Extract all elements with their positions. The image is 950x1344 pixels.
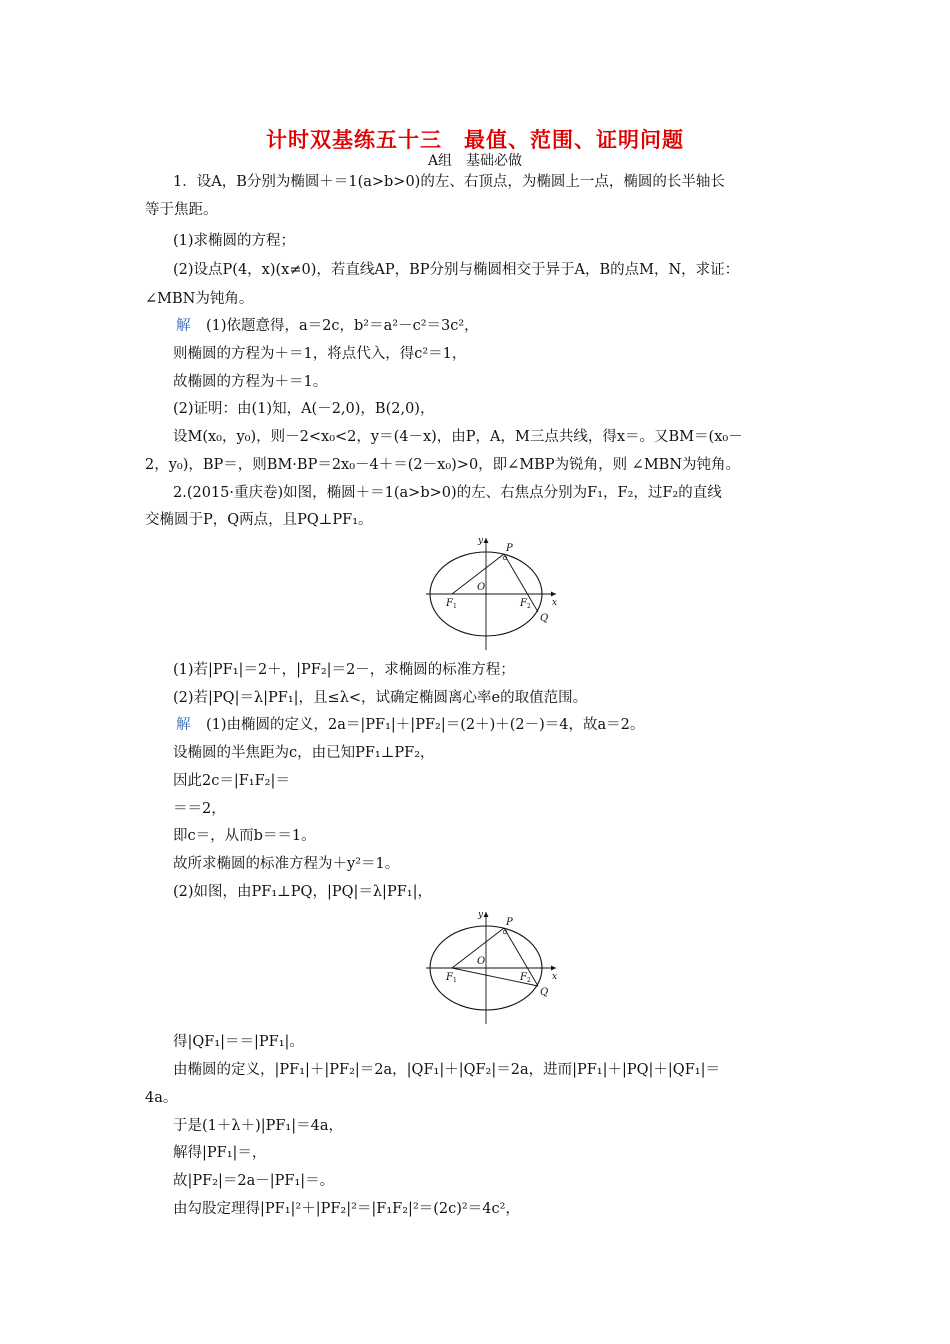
line-text: 由勾股定理得|PF₁|²＋|PF₂|²＝|F₁F₂|²＝(2c)²＝4c²， bbox=[173, 1201, 520, 1217]
label-x: x bbox=[552, 598, 558, 608]
x-arrow-icon bbox=[551, 592, 556, 597]
text-line bbox=[176, 715, 645, 735]
line-text: 于是(1＋λ＋)|PF₁|＝4a， bbox=[173, 1118, 343, 1134]
line-text: 因此2c＝|F₁F₂|＝ bbox=[173, 773, 290, 789]
y-arrow-icon bbox=[484, 538, 489, 543]
line-text: (2)证明：由(1)知，A(－2,0)，B(2,0)， bbox=[173, 401, 435, 417]
line-text: 4a。 bbox=[145, 1090, 178, 1106]
text-line bbox=[173, 771, 290, 791]
line-text: 由椭圆的定义，|PF₁|＋|PF₂|＝2a，|QF₁|＋|QF₂|＝2a，进而|PF₁|＋|PQ|＋|QF₁|＝ bbox=[173, 1062, 720, 1078]
line-text: ∠MBN为钝角。 bbox=[145, 291, 254, 307]
solution-marker: 解 bbox=[176, 318, 191, 334]
label-f2: F bbox=[520, 598, 527, 609]
line-text: (1)求椭圆的方程； bbox=[173, 233, 296, 249]
y-arrow-icon bbox=[484, 912, 489, 917]
line-text: 故所求椭圆的标准方程为＋y²＝1。 bbox=[173, 856, 400, 872]
x-arrow-icon bbox=[551, 966, 556, 971]
label-f1-sub: 1 bbox=[453, 603, 457, 610]
line-text: 等于焦距。 bbox=[145, 202, 218, 218]
text-line bbox=[145, 289, 253, 309]
label-f1: F bbox=[446, 972, 453, 983]
line-text: (2)如图，由PF₁⊥PQ，|PQ|＝λ|PF₁|， bbox=[173, 884, 432, 900]
text-line bbox=[173, 743, 435, 763]
section-subtitle: A组 基础必做 bbox=[427, 153, 523, 169]
line-text: 设椭圆的半焦距为c，由已知PF₁⊥PF₂， bbox=[173, 745, 435, 761]
text-line bbox=[145, 1088, 177, 1108]
line-text: 交椭圆于P，Q两点，且PQ⊥PF₁。 bbox=[145, 512, 373, 528]
line-text: (2)若|PQ|＝λ|PF₁|，且≤λ<，试确定椭圆离心率e的取值范围。 bbox=[173, 690, 588, 706]
text-line bbox=[145, 510, 373, 530]
label-origin: O bbox=[477, 956, 486, 967]
line-text: (1)若|PF₁|＝2＋，|PF₂|＝2－，求椭圆的标准方程； bbox=[173, 662, 515, 678]
label-y: y bbox=[478, 536, 484, 546]
figure-2 bbox=[424, 906, 564, 1026]
label-q: Q bbox=[540, 613, 549, 624]
text-line bbox=[173, 1060, 720, 1080]
figure-1 bbox=[424, 532, 564, 652]
text-line bbox=[173, 882, 432, 902]
text-line bbox=[173, 399, 434, 419]
text-line bbox=[173, 231, 295, 251]
text-line bbox=[173, 1032, 304, 1052]
label-f2: F bbox=[520, 972, 527, 983]
text-line bbox=[173, 260, 739, 280]
label-f1-sub: 1 bbox=[453, 977, 457, 984]
text-line bbox=[173, 1116, 343, 1136]
label-f2-sub: 2 bbox=[527, 977, 531, 984]
line-text: 故椭圆的方程为＋＝1。 bbox=[173, 374, 328, 390]
label-origin: O bbox=[477, 582, 486, 593]
label-x: x bbox=[552, 972, 558, 982]
line-text: 解得|PF₁|＝， bbox=[173, 1145, 267, 1161]
line-text: (1)依题意得，a＝2c，b²＝a²－c²＝3c²， bbox=[206, 318, 479, 334]
line-text: 设M(x₀，y₀)，则－2<x₀<2，y＝(4－x)，由P，A，M三点共线，得x＝。又BM＝(x₀－ bbox=[173, 429, 743, 445]
line-text: (2)设点P(4，x)(x≠0)，若直线AP，BP分别与椭圆相交于异于A，B的点M，N，求证： bbox=[173, 262, 740, 278]
label-y: y bbox=[478, 910, 484, 920]
text-line bbox=[173, 1171, 334, 1191]
line-text: 故|PF₂|＝2a－|PF₁|＝。 bbox=[173, 1173, 335, 1189]
text-line bbox=[173, 854, 399, 874]
text-line bbox=[173, 172, 725, 192]
line-text: 2，y₀)，BP＝，则BM·BP＝2x₀－4＋＝(2－x₀)>0，即∠MBP为锐角，则 ∠MBN为钝角。 bbox=[145, 457, 741, 473]
line-text: 得|QF₁|＝＝|PF₁|。 bbox=[173, 1034, 304, 1050]
text-line bbox=[173, 688, 587, 708]
label-f2-sub: 2 bbox=[527, 603, 531, 610]
text-line bbox=[173, 799, 226, 819]
line-text: 则椭圆的方程为＋＝1，将点代入，得c²＝1， bbox=[173, 346, 467, 362]
text-line bbox=[176, 316, 479, 336]
label-q: Q bbox=[540, 987, 549, 998]
line-text: ＝＝2， bbox=[173, 801, 226, 817]
line-text: 即c＝，从而b＝＝1。 bbox=[173, 828, 316, 844]
text-line bbox=[173, 483, 722, 503]
text-line bbox=[145, 200, 218, 220]
text-line bbox=[173, 1199, 520, 1219]
line-text: 1．设A，B分别为椭圆＋＝1(a>b>0)的左、右顶点，为椭圆上一点，椭圆的长半轴长 bbox=[173, 174, 725, 190]
page-title: 计时双基练五十三 最值、范围、证明问题 bbox=[266, 128, 684, 152]
label-p: P bbox=[506, 543, 513, 554]
label-f1: F bbox=[446, 598, 453, 609]
line-text: (1)由椭圆的定义，2a＝|PF₁|＋|PF₂|＝(2＋)＋(2－)＝4，故a＝2。 bbox=[206, 717, 645, 733]
label-p: P bbox=[506, 917, 513, 928]
line-text: 2.(2015·重庆卷)如图，椭圆＋＝1(a>b>0)的左、右焦点分别为F₁，F₂，过F₂的直线 bbox=[173, 485, 722, 501]
text-line bbox=[173, 1143, 266, 1163]
text-line bbox=[145, 455, 740, 475]
text-line bbox=[173, 372, 327, 392]
text-line bbox=[173, 660, 515, 680]
solution-marker: 解 bbox=[176, 717, 191, 733]
text-line bbox=[173, 427, 743, 447]
text-line bbox=[173, 344, 466, 364]
text-line bbox=[173, 826, 316, 846]
